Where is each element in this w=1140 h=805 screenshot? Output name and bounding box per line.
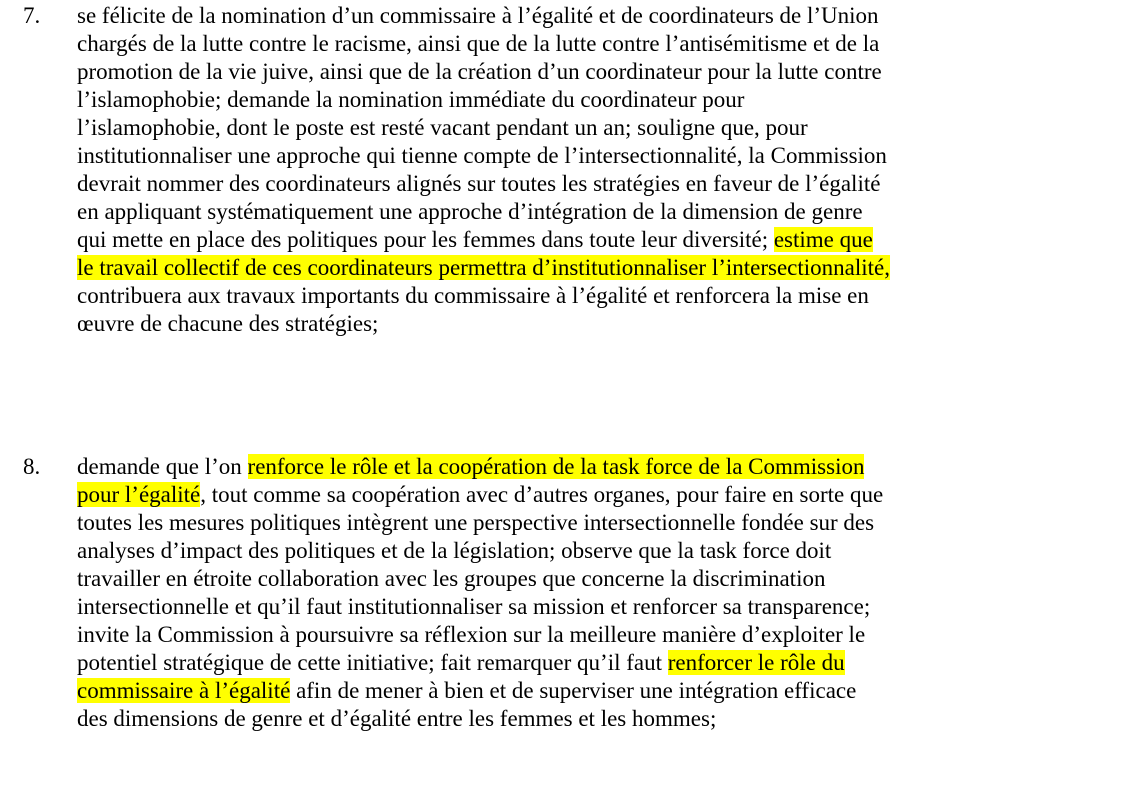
- text-segment: invite la Commission à poursuivre sa réflexion sur la meilleure manière d’exploiter le: [77, 622, 866, 647]
- text-segment: intersectionnelle et qu’il faut institutionnaliser sa mission et renforcer sa transparence;: [77, 594, 871, 619]
- text-segment: analyses d’impact des politiques et de la législation; observe que la task force doit: [77, 538, 832, 563]
- text-segment: œuvre de chacune des stratégies;: [77, 311, 379, 336]
- text-line: [77, 537, 1122, 565]
- text-segment: l’islamophobie; demande la nomination immédiate du coordinateur pour: [77, 87, 745, 112]
- paragraph-number: 7.: [23, 3, 41, 28]
- text-segment: toutes les mesures politiques intègrent une perspective intersectionnelle fondée sur des: [77, 510, 875, 535]
- text-line: [77, 282, 1122, 310]
- highlighted-text: estime que: [773, 227, 873, 252]
- text-line: [77, 649, 1122, 677]
- highlighted-text: renforcer le rôle du: [667, 650, 845, 675]
- text-line: [77, 142, 1122, 170]
- text-segment: institutionnaliser une approche qui tienne compte de l’intersectionnalité, la Commission: [77, 143, 887, 168]
- highlighted-text: le travail collectif de ces coordinateurs permettra d’institutionnaliser l’intersectionnalité,: [77, 255, 890, 280]
- highlighted-text: commissaire à l’égalité: [77, 678, 291, 703]
- text-line: [77, 565, 1122, 593]
- text-segment: l’islamophobie, dont le poste est resté vacant pendant un an; souligne que, pour: [77, 115, 808, 140]
- text-line: [77, 453, 1122, 481]
- text-line: [77, 30, 1122, 58]
- text-line: [77, 2, 1122, 30]
- text-segment: chargés de la lutte contre le racisme, ainsi que de la lutte contre l’antisémitisme et de la: [77, 31, 880, 56]
- text-line: [77, 58, 1122, 86]
- text-line: [77, 86, 1122, 114]
- highlighted-text: pour l’égalité: [77, 482, 201, 507]
- text-segment: contribuera aux travaux importants du commissaire à l’égalité et renforcera la mise en: [77, 283, 869, 308]
- paragraph-number: 8.: [23, 454, 41, 479]
- text-line: [77, 593, 1122, 621]
- text-segment: en appliquant systématiquement une approche d’intégration de la dimension de genre: [77, 199, 863, 224]
- text-line: [77, 254, 1122, 282]
- text-line: [77, 170, 1122, 198]
- text-line: [77, 226, 1122, 254]
- text-line: [77, 310, 1122, 338]
- text-segment: afin de mener à bien et de superviser une intégration efficace: [290, 678, 857, 703]
- text-segment: promotion de la vie juive, ainsi que de la création d’un coordinateur pour la lutte contre: [77, 59, 882, 84]
- text-line: [77, 705, 1122, 733]
- text-line: [77, 509, 1122, 537]
- text-segment: potentiel stratégique de cette initiative; fait remarquer qu’il faut: [77, 650, 668, 675]
- text-line: [77, 198, 1122, 226]
- text-segment: devrait nommer des coordinateurs alignés sur toutes les stratégies en faveur de l’égalité: [77, 171, 881, 196]
- highlighted-text: renforce le rôle et la coopération de la task force de la Commission: [247, 454, 865, 479]
- text-segment: travailler en étroite collaboration avec les groupes que concerne la discrimination: [77, 566, 826, 591]
- text-line: [77, 621, 1122, 649]
- text-line: [77, 677, 1122, 705]
- text-line: [77, 114, 1122, 142]
- paragraph-text: [77, 2, 1122, 338]
- text-segment: des dimensions de genre et d’égalité entre les femmes et les hommes;: [77, 706, 717, 731]
- text-line: [77, 481, 1122, 509]
- paragraph-text: [77, 453, 1122, 733]
- text-segment: se félicite de la nomination d’un commissaire à l’égalité et de coordinateurs de l’Union: [77, 3, 879, 28]
- text-segment: demande que l’on: [77, 454, 248, 479]
- text-segment: qui mette en place des politiques pour les femmes dans toute leur diversité;: [77, 227, 774, 252]
- text-segment: , tout comme sa coopération avec d’autres organes, pour faire en sorte que: [200, 482, 884, 507]
